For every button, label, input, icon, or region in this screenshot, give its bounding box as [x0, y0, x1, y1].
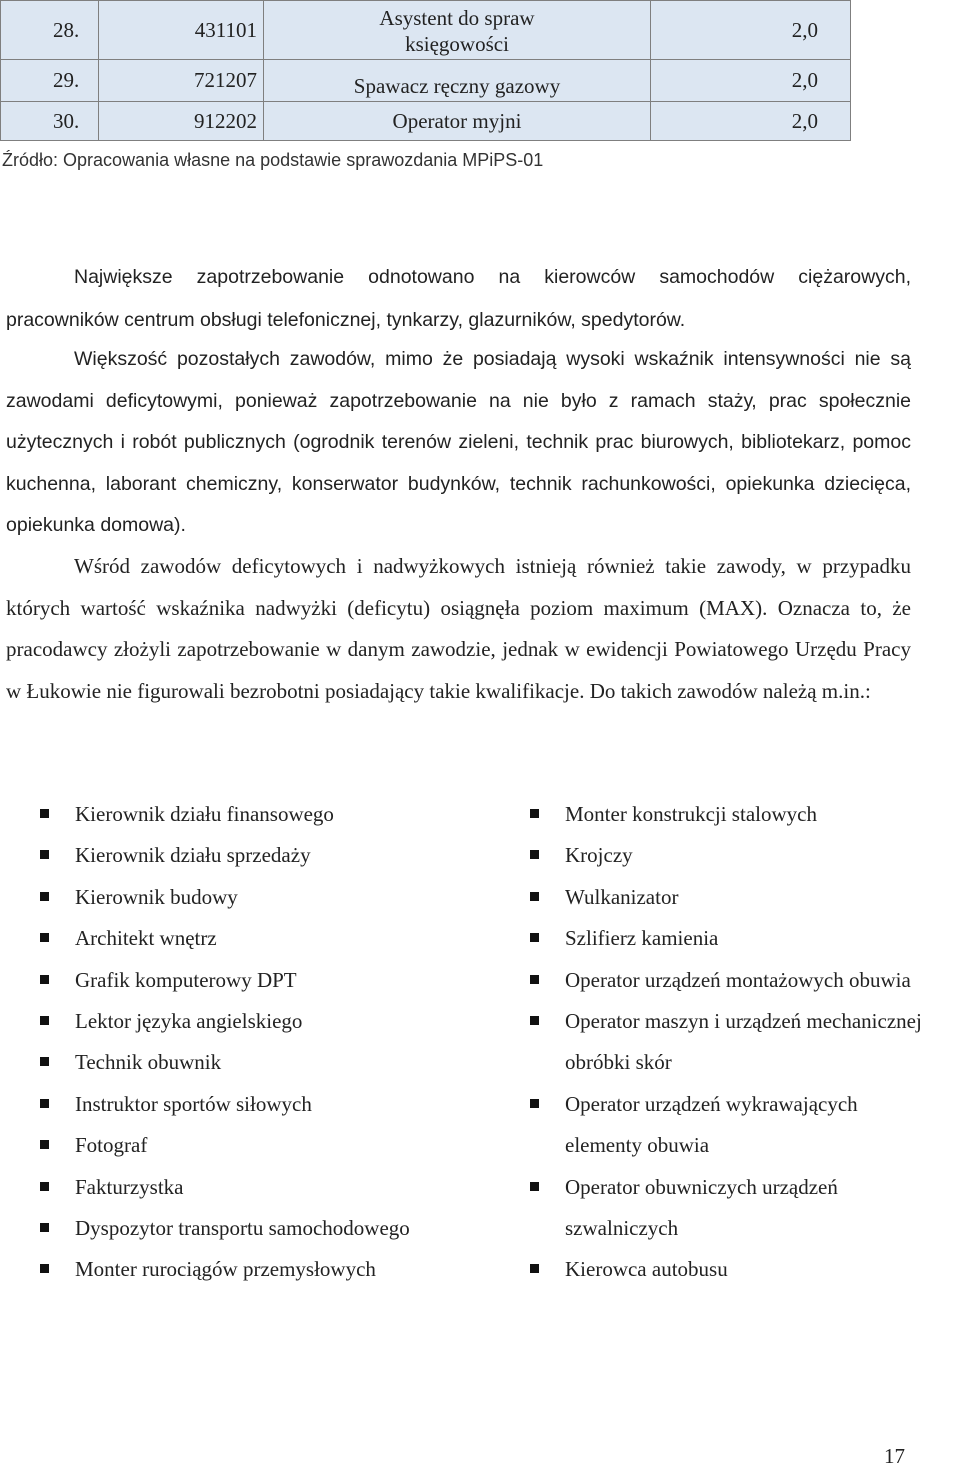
list-item-text: Architekt wnętrz — [75, 926, 217, 951]
occupation-list-left — [40, 794, 470, 1291]
list-item-text: Kierownik działu sprzedaży — [75, 843, 311, 868]
list-item-text: Monter rurociągów przemysłowych — [75, 1257, 376, 1282]
square-bullet-icon — [530, 975, 539, 984]
paragraph-text: Największe zapotrzebowanie odnotowano na kierowców samochodów ciężarowych, pracowników centrum obsługi telefonicznej, tynkarzy, glazurników, spedytorów. — [6, 266, 911, 331]
occupation-code: 912202 — [99, 102, 264, 141]
indicator-value: 2,0 — [651, 60, 851, 102]
list-item — [530, 1001, 930, 1084]
square-bullet-icon — [530, 1182, 539, 1191]
list-item — [40, 1167, 470, 1208]
paragraph-text: Większość pozostałych zawodów, mimo że posiadają wysoki wskaźnik intensywności nie są zawodami deficytowymi, ponieważ zapotrzebowanie na nie było z ramach stażу, prac społecznie użytecznych i robót publicznych (ogrodnik terenów zieleni, technik prac biurowych, bibliotekarz, pomoc kuchenna, laborant chemiczny, konserwator budynków, technik rachunkowości, opiekunka dziecięca, opiekunka domowa). — [6, 348, 911, 536]
list-item-text: Szlifierz kamienia — [565, 926, 719, 951]
list-item — [40, 1249, 470, 1290]
list-item — [40, 794, 470, 835]
paragraph-text: Wśród zawodów deficytowych i nadwyżkowych istnieją również takie zawody, w przypadku których wartość wskaźnika nadwyżki (deficytu) osiągnęła poziom maximum (MAX). Oznacza to, że pracodawcy złożyli zapotrzebowanie w danym zawodzie, jednak w ewidencji Powiatowego Urzędu Pracy w Łukowie nie figurowali bezrobotni posiadający takie kwalifikacje. Do takich zawodów należą m.in.: — [6, 554, 911, 703]
square-bullet-icon — [40, 1057, 49, 1066]
occupations-table — [0, 0, 851, 141]
square-bullet-icon — [40, 1264, 49, 1273]
list-item — [530, 794, 930, 835]
list-item-text: Grafik komputerowy DPT — [75, 967, 297, 992]
list-item — [40, 1208, 470, 1249]
square-bullet-icon — [530, 933, 539, 942]
list-item — [40, 1042, 470, 1083]
square-bullet-icon — [530, 1099, 539, 1108]
list-item — [40, 960, 470, 1001]
indicator-value: 2,0 — [651, 1, 851, 60]
list-item-text: Fakturzystka — [75, 1174, 184, 1199]
square-bullet-icon — [40, 1182, 49, 1191]
list-item-text: Kierownik działu finansowego — [75, 802, 334, 826]
list-item-text: Kierowca autobusu — [565, 1257, 728, 1282]
square-bullet-icon — [40, 850, 49, 859]
occupation-name — [264, 1, 651, 60]
list-item — [40, 877, 470, 918]
square-bullet-icon — [40, 975, 49, 984]
row-number: 29. — [1, 60, 99, 102]
list-item-text: Kierownik budowy — [75, 884, 238, 909]
occupation-name-line1: Asystent do spraw — [379, 6, 535, 30]
list-item-text: Wulkanizator — [565, 884, 679, 909]
square-bullet-icon — [530, 1016, 539, 1025]
paragraph-highest-demand — [6, 256, 911, 342]
occupation-name-line2: księgowości — [405, 32, 509, 56]
table-row — [1, 60, 851, 102]
list-item — [40, 1001, 470, 1042]
occupation-code: 431101 — [99, 1, 264, 60]
square-bullet-icon — [40, 892, 49, 901]
square-bullet-icon — [40, 1016, 49, 1025]
list-item — [40, 835, 470, 876]
list-item-text: Operator urządzeń montażowych obuwia — [565, 967, 911, 992]
list-item-text: Lektor języka angielskiego — [75, 1009, 303, 1034]
list-item-text: Monter konstrukcji stalowych — [565, 802, 817, 826]
list-item-text: Operator obuwniczych urządzeń szwalniczych — [565, 1174, 838, 1241]
indicator-value: 2,0 — [651, 102, 851, 141]
list-item-text: Instruktor sportów siłowych — [75, 1091, 312, 1116]
list-item-text: Operator urządzeń wykrawających elementy obuwia — [565, 1091, 858, 1158]
page-number: 17 — [884, 1444, 905, 1468]
list-item-text: Fotograf — [75, 1133, 148, 1158]
occupation-name: Spawacz ręczny gazowy — [264, 60, 651, 102]
square-bullet-icon — [530, 850, 539, 859]
occupation-list-right — [530, 794, 930, 1291]
list-item — [530, 918, 930, 959]
occupation-code: 721207 — [99, 60, 264, 102]
list-item — [530, 1249, 930, 1290]
list-item — [40, 918, 470, 959]
list-item-text: Dyspozytor transportu samochodowego — [75, 1216, 410, 1241]
list-item-text: Operator maszyn i urządzeń mechanicznej obróbki skór — [565, 1009, 922, 1075]
square-bullet-icon — [530, 892, 539, 901]
list-item — [530, 835, 930, 876]
square-bullet-icon — [40, 809, 49, 818]
table-row — [1, 1, 851, 60]
square-bullet-icon — [40, 1099, 49, 1108]
square-bullet-icon — [530, 1264, 539, 1273]
square-bullet-icon — [40, 1223, 49, 1232]
row-number: 30. — [1, 102, 99, 141]
list-item — [40, 1125, 470, 1166]
square-bullet-icon — [530, 809, 539, 818]
row-number: 28. — [1, 1, 99, 60]
list-item-text: Krojczy — [565, 843, 633, 868]
list-item — [530, 877, 930, 918]
square-bullet-icon — [40, 1140, 49, 1149]
list-item — [530, 1167, 930, 1250]
list-item-text: Technik obuwnik — [75, 1050, 222, 1075]
square-bullet-icon — [40, 933, 49, 942]
list-item — [40, 1084, 470, 1125]
paragraph-other-occupations — [6, 339, 911, 547]
source-note: Źródło: Opracowania własne na podstawie sprawozdania MPiPS-01 — [2, 150, 544, 170]
list-item — [530, 960, 930, 1001]
table-row — [1, 102, 851, 141]
list-item — [530, 1084, 930, 1167]
paragraph-max-indicator — [6, 546, 911, 712]
occupation-name: Operator myjni — [264, 102, 651, 141]
